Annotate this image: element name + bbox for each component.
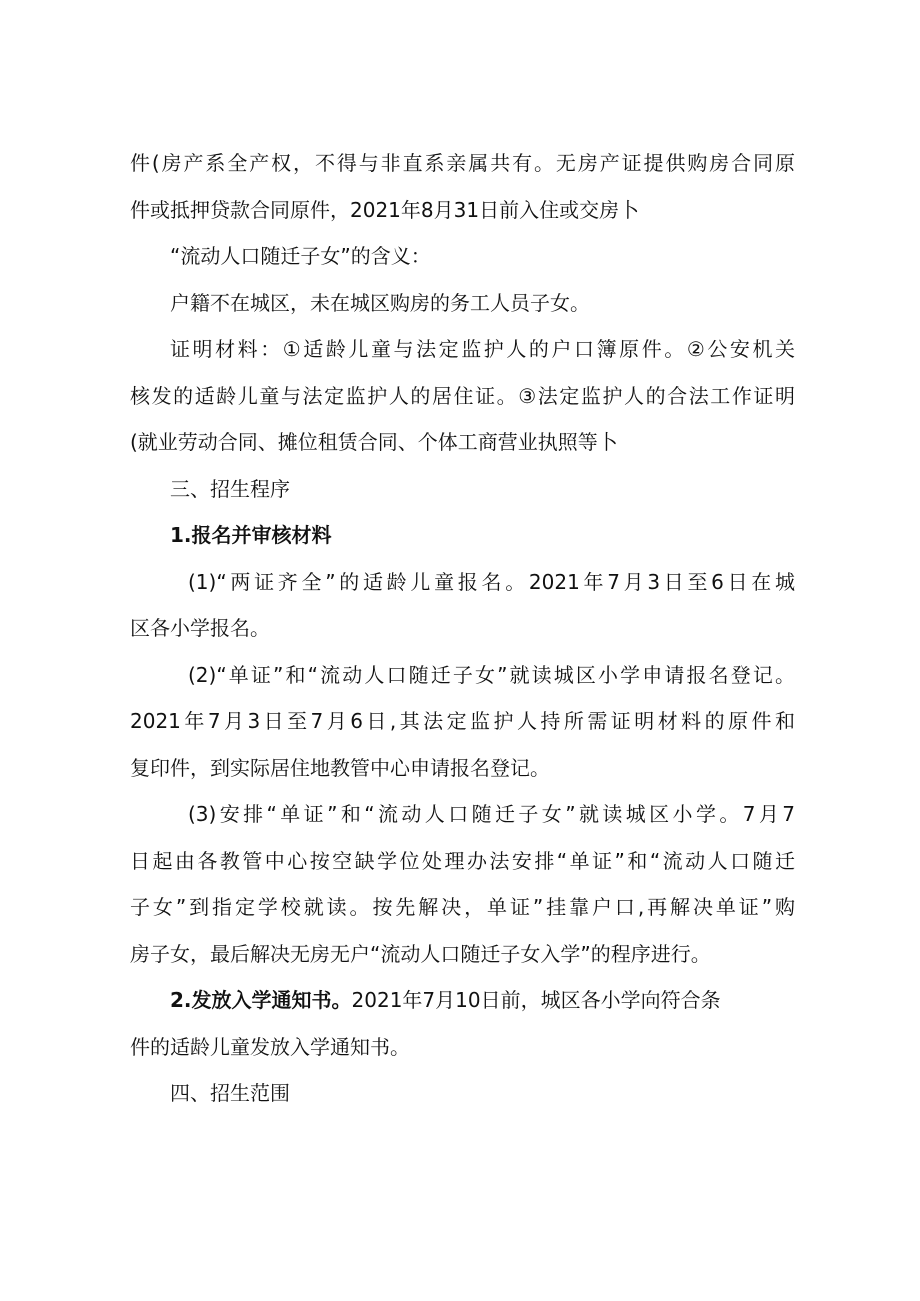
paragraph-line: 2021年7月3日至7月6日,其法定监护人持所需证明材料的原件和 — [130, 709, 795, 733]
notice-heading: 2.发放入学通知书。 — [170, 988, 352, 1012]
definition-heading: “流动人口随迁子女”的含义： — [170, 244, 431, 268]
paragraph-line: 核发的适龄儿童与法定监护人的居住证。③法定监护人的合法工作证明 — [130, 383, 795, 408]
paragraph-line: 户籍不在城区，未在城区购房的务工人员子女。 — [170, 290, 590, 315]
paragraph-line: 区各小学报名。 — [130, 616, 270, 640]
subsection-heading: 1.报名并审核材料 — [170, 523, 332, 547]
paragraph-line: (1)“两证齐全”的适龄儿童报名。2021年7月3日至6日在城 — [188, 569, 795, 594]
paragraph-line: 日起由各教管中心按空缺学位处理办法安排“单证”和“流动人口随迁 — [130, 848, 795, 873]
document-body — [130, 140, 795, 1117]
paragraph-line — [130, 977, 795, 1024]
paragraph-line: 子女”到指定学校就读。按先解决，单证”挂靠户口,再解决单证”购 — [130, 895, 795, 919]
notice-text: 2021年7月10日前，城区各小学向符合条 — [351, 988, 721, 1012]
paragraph-line: 件或抵押贷款合同原件，2021年8月31日前入住或交房卜 — [130, 197, 640, 222]
paragraph-line: (2)“单证”和“流动人口随迁子女”就读城区小学申请报名登记。 — [188, 662, 795, 687]
paragraph-line: 证明材料：①适龄儿童与法定监护人的户口簿原件。②公安机关 — [170, 337, 795, 361]
paragraph-line: 复印件，到实际居住地教管中心申请报名登记。 — [130, 755, 550, 780]
paragraph-line: 房子女，最后解决无房无户“流动人口随迁子女入学”的程序进行。 — [130, 941, 711, 966]
paragraph-line: (3)安排“单证”和“流动人口随迁子女”就读城区小学。7月7 — [188, 802, 795, 826]
paragraph-line: 件(房产系全产权，不得与非直系亲属共有。无房产证提供购房合同原 — [130, 151, 795, 175]
paragraph-line: (就业劳动合同、摊位租赁合同、个体工商营业执照等卜 — [130, 430, 618, 454]
section-heading: 四、招生范围 — [170, 1081, 290, 1105]
section-heading: 三、招生程序 — [170, 476, 290, 501]
paragraph-line: 件的适龄儿童发放入学通知书。 — [130, 1034, 410, 1059]
